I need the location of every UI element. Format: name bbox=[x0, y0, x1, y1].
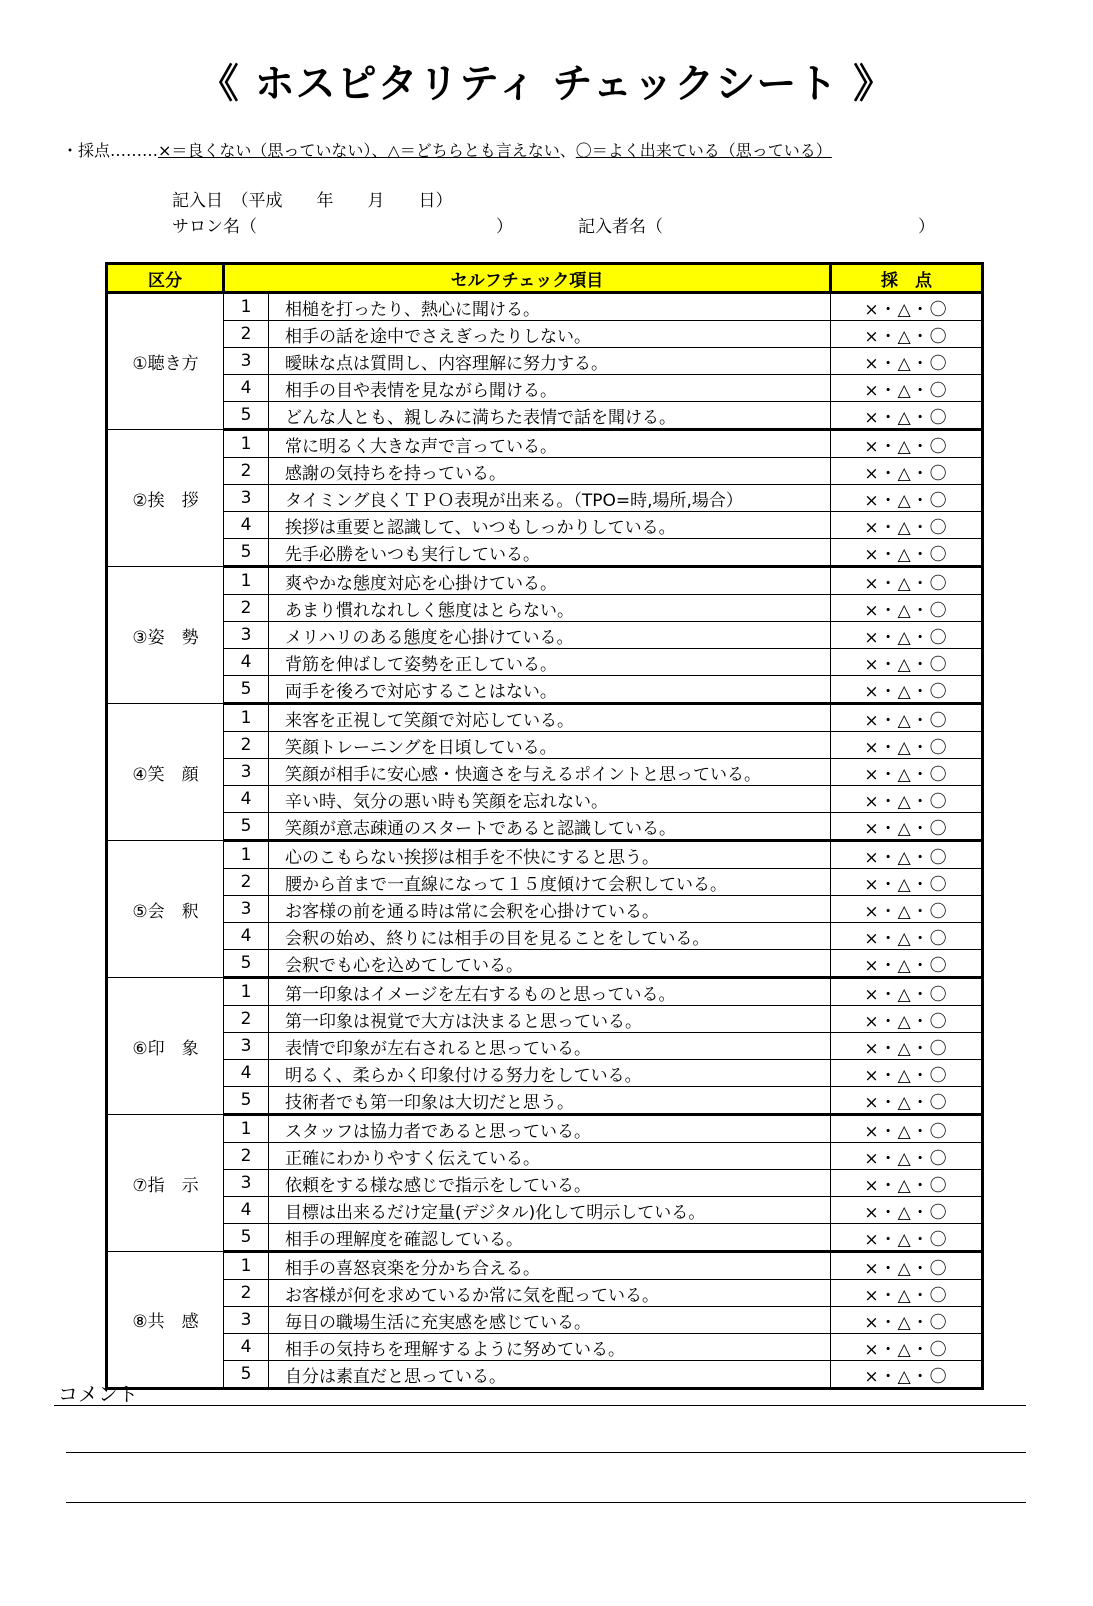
item-number: 2 bbox=[224, 869, 269, 896]
table-row bbox=[107, 1280, 983, 1307]
item-number: 2 bbox=[224, 458, 269, 485]
check-table bbox=[105, 262, 984, 1390]
item-number: 5 bbox=[224, 1361, 269, 1389]
item-number: 5 bbox=[224, 402, 269, 430]
check-item: 相手の気持ちを理解するように努めている。 bbox=[269, 1334, 831, 1361]
check-item: お客様の前を通る時は常に会釈を心掛けている。 bbox=[269, 896, 831, 923]
score-options[interactable]: ×・△・〇 bbox=[831, 1033, 983, 1060]
table-row bbox=[107, 759, 983, 786]
check-item: 依頼をする様な感じで指示をしている。 bbox=[269, 1170, 831, 1197]
item-number: 4 bbox=[224, 1060, 269, 1087]
check-item: 腰から首まで一直線になって１５度傾けて会釈している。 bbox=[269, 869, 831, 896]
item-number: 1 bbox=[224, 1115, 269, 1143]
item-number: 1 bbox=[224, 704, 269, 732]
table-row bbox=[107, 841, 983, 869]
check-item: 相手の理解度を確認している。 bbox=[269, 1224, 831, 1252]
table-row bbox=[107, 649, 983, 676]
scoring-prefix: ・採点……… bbox=[62, 141, 159, 160]
score-options[interactable]: ×・△・〇 bbox=[831, 321, 983, 348]
item-number: 1 bbox=[224, 430, 269, 458]
score-options[interactable]: ×・△・〇 bbox=[831, 595, 983, 622]
score-options[interactable]: ×・△・〇 bbox=[831, 704, 983, 732]
table-row bbox=[107, 622, 983, 649]
header-score: 採 点 bbox=[831, 264, 983, 293]
item-number: 3 bbox=[224, 485, 269, 512]
comment-line bbox=[66, 1452, 1026, 1453]
table-row bbox=[107, 704, 983, 732]
table-row bbox=[107, 978, 983, 1006]
table-row bbox=[107, 485, 983, 512]
table-row bbox=[107, 813, 983, 841]
table-row bbox=[107, 595, 983, 622]
item-number: 2 bbox=[224, 321, 269, 348]
header-category: 区分 bbox=[107, 264, 224, 293]
score-options[interactable]: ×・△・〇 bbox=[831, 841, 983, 869]
item-number: 1 bbox=[224, 978, 269, 1006]
score-options[interactable]: ×・△・〇 bbox=[831, 759, 983, 786]
check-item: 笑顔トレーニングを日頃している。 bbox=[269, 732, 831, 759]
category-label: ①聴き方 bbox=[107, 293, 224, 430]
score-options[interactable]: ×・△・〇 bbox=[831, 649, 983, 676]
category-label: ⑦指 示 bbox=[107, 1115, 224, 1252]
check-item: 会釈でも心を込めてしている。 bbox=[269, 950, 831, 978]
scoring-x: ×＝良くない（思っていない） bbox=[158, 141, 372, 160]
table-row bbox=[107, 293, 983, 321]
check-item: 曖昧な点は質問し、内容理解に努力する。 bbox=[269, 348, 831, 375]
check-item: 笑顔が意志疎通のスタートであると認識している。 bbox=[269, 813, 831, 841]
writer-label: 記入者名（ bbox=[578, 217, 663, 237]
score-options[interactable]: ×・△・〇 bbox=[831, 430, 983, 458]
item-number: 5 bbox=[224, 539, 269, 567]
item-number: 1 bbox=[224, 1252, 269, 1280]
item-number: 3 bbox=[224, 622, 269, 649]
check-item: 先手必勝をいつも実行している。 bbox=[269, 539, 831, 567]
date-label: 記入日 （平成 年 月 日） bbox=[172, 191, 453, 211]
item-number: 4 bbox=[224, 1197, 269, 1224]
check-item: あまり慣れなれしく態度はとらない。 bbox=[269, 595, 831, 622]
score-options[interactable]: ×・△・〇 bbox=[831, 1060, 983, 1087]
item-number: 1 bbox=[224, 293, 269, 321]
check-item: 表情で印象が左右されると思っている。 bbox=[269, 1033, 831, 1060]
check-item: 挨拶は重要と認識して、いつもしっかりしている。 bbox=[269, 512, 831, 539]
table-row bbox=[107, 539, 983, 567]
score-options[interactable]: ×・△・〇 bbox=[831, 1197, 983, 1224]
category-label: ⑥印 象 bbox=[107, 978, 224, 1115]
score-options[interactable]: ×・△・〇 bbox=[831, 950, 983, 978]
check-item: 正確にわかりやすく伝えている。 bbox=[269, 1143, 831, 1170]
score-options[interactable]: ×・△・〇 bbox=[831, 1143, 983, 1170]
comment-line bbox=[66, 1502, 1026, 1503]
table-row bbox=[107, 1170, 983, 1197]
table-row bbox=[107, 923, 983, 950]
item-number: 4 bbox=[224, 1334, 269, 1361]
item-number: 1 bbox=[224, 567, 269, 595]
table-header-row bbox=[107, 264, 983, 293]
page-title: 《 ホスピタリティ チェックシート 》 bbox=[198, 61, 895, 107]
check-item: 両手を後ろで対応することはない。 bbox=[269, 676, 831, 704]
category-label: ⑤会 釈 bbox=[107, 841, 224, 978]
score-options[interactable]: ×・△・〇 bbox=[831, 1170, 983, 1197]
check-item: 感謝の気持ちを持っている。 bbox=[269, 458, 831, 485]
table-row bbox=[107, 1307, 983, 1334]
score-options[interactable]: ×・△・〇 bbox=[831, 622, 983, 649]
table-row bbox=[107, 512, 983, 539]
salon-close: ） bbox=[496, 217, 513, 237]
check-item: 笑顔が相手に安心感・快適さを与えるポイントと思っている。 bbox=[269, 759, 831, 786]
score-options[interactable]: ×・△・〇 bbox=[831, 1224, 983, 1252]
table-row bbox=[107, 1252, 983, 1280]
item-number: 4 bbox=[224, 512, 269, 539]
score-options[interactable]: ×・△・〇 bbox=[831, 1280, 983, 1307]
scoring-sep2: 、 bbox=[559, 141, 576, 160]
scoring-sep1: 、 bbox=[371, 141, 388, 160]
item-number: 3 bbox=[224, 759, 269, 786]
check-item: 常に明るく大きな声で言っている。 bbox=[269, 430, 831, 458]
score-options[interactable]: ×・△・〇 bbox=[831, 1115, 983, 1143]
item-number: 2 bbox=[224, 1006, 269, 1033]
table-row bbox=[107, 1033, 983, 1060]
category-label: ④笑 顔 bbox=[107, 704, 224, 841]
check-item: 第一印象はイメージを左右するものと思っている。 bbox=[269, 978, 831, 1006]
score-options[interactable]: ×・△・〇 bbox=[831, 567, 983, 595]
item-number: 1 bbox=[224, 841, 269, 869]
check-item: 相手の目や表情を見ながら聞ける。 bbox=[269, 375, 831, 402]
table-row bbox=[107, 375, 983, 402]
category-label: ⑧共 感 bbox=[107, 1252, 224, 1389]
item-number: 2 bbox=[224, 732, 269, 759]
item-number: 4 bbox=[224, 375, 269, 402]
table-row bbox=[107, 732, 983, 759]
item-number: 5 bbox=[224, 1087, 269, 1115]
item-number: 3 bbox=[224, 896, 269, 923]
score-options[interactable]: ×・△・〇 bbox=[831, 1334, 983, 1361]
check-item: 背筋を伸ばして姿勢を正している。 bbox=[269, 649, 831, 676]
item-number: 3 bbox=[224, 1033, 269, 1060]
score-options[interactable]: ×・△・〇 bbox=[831, 978, 983, 1006]
score-options[interactable]: ×・△・〇 bbox=[831, 512, 983, 539]
score-options[interactable]: ×・△・〇 bbox=[831, 1006, 983, 1033]
score-options[interactable]: ×・△・〇 bbox=[831, 293, 983, 321]
item-number: 2 bbox=[224, 1143, 269, 1170]
check-item: 毎日の職場生活に充実感を感じている。 bbox=[269, 1307, 831, 1334]
item-number: 4 bbox=[224, 649, 269, 676]
score-options[interactable]: ×・△・〇 bbox=[831, 485, 983, 512]
check-item: メリハリのある態度を心掛けている。 bbox=[269, 622, 831, 649]
table-row bbox=[107, 1060, 983, 1087]
check-item: スタッフは協力者であると思っている。 bbox=[269, 1115, 831, 1143]
score-options[interactable]: ×・△・〇 bbox=[831, 1087, 983, 1115]
salon-label: サロン名（ bbox=[172, 217, 257, 237]
comment-label: コメント bbox=[58, 1382, 138, 1406]
score-options[interactable]: ×・△・〇 bbox=[831, 348, 983, 375]
item-number: 4 bbox=[224, 786, 269, 813]
scoring-triangle: △＝どちらとも言えない bbox=[387, 141, 560, 160]
score-options[interactable]: ×・△・〇 bbox=[831, 539, 983, 567]
table-row bbox=[107, 950, 983, 978]
category-label: ③姿 勢 bbox=[107, 567, 224, 704]
check-item: 目標は出来るだけ定量(デジタル)化して明示している。 bbox=[269, 1197, 831, 1224]
table-row bbox=[107, 1115, 983, 1143]
table-row bbox=[107, 567, 983, 595]
table-row bbox=[107, 1143, 983, 1170]
check-item: 会釈の始め、終りには相手の目を見ることをしている。 bbox=[269, 923, 831, 950]
item-number: 5 bbox=[224, 950, 269, 978]
score-options[interactable]: ×・△・〇 bbox=[831, 676, 983, 704]
table-row bbox=[107, 786, 983, 813]
item-number: 3 bbox=[224, 1170, 269, 1197]
check-item: 辛い時、気分の悪い時も笑顔を忘れない。 bbox=[269, 786, 831, 813]
check-item: 自分は素直だと思っている。 bbox=[269, 1361, 831, 1389]
check-item: 技術者でも第一印象は大切だと思う。 bbox=[269, 1087, 831, 1115]
header-items: セルフチェック項目 bbox=[224, 264, 831, 293]
score-options[interactable]: ×・△・〇 bbox=[831, 458, 983, 485]
writer-close: ） bbox=[918, 217, 935, 237]
check-item: タイミング良くＴＰＯ表現が出来る。（TPO=時,場所,場合） bbox=[269, 485, 831, 512]
item-number: 3 bbox=[224, 1307, 269, 1334]
score-options[interactable]: ×・△・〇 bbox=[831, 1361, 983, 1389]
scoring-circle: 〇＝よく出来ている（思っている） bbox=[575, 141, 832, 160]
table-row bbox=[107, 1361, 983, 1389]
item-number: 3 bbox=[224, 348, 269, 375]
item-number: 4 bbox=[224, 923, 269, 950]
table-row bbox=[107, 430, 983, 458]
score-options[interactable]: ×・△・〇 bbox=[831, 923, 983, 950]
table-row bbox=[107, 676, 983, 704]
check-item: 明るく、柔らかく印象付ける努力をしている。 bbox=[269, 1060, 831, 1087]
table-row bbox=[107, 348, 983, 375]
check-item: 相手の話を途中でさえぎったりしない。 bbox=[269, 321, 831, 348]
check-item: 心のこもらない挨拶は相手を不快にすると思う。 bbox=[269, 841, 831, 869]
check-item: どんな人とも、親しみに満ちた表情で話を聞ける。 bbox=[269, 402, 831, 430]
score-options[interactable]: ×・△・〇 bbox=[831, 786, 983, 813]
score-options[interactable]: ×・△・〇 bbox=[831, 1252, 983, 1280]
item-number: 5 bbox=[224, 1224, 269, 1252]
scoring-legend bbox=[62, 138, 832, 161]
item-number: 2 bbox=[224, 595, 269, 622]
check-item: 爽やかな態度対応を心掛けている。 bbox=[269, 567, 831, 595]
category-label: ②挨 拶 bbox=[107, 430, 224, 567]
table-row bbox=[107, 869, 983, 896]
table-row bbox=[107, 896, 983, 923]
table-row bbox=[107, 402, 983, 430]
item-number: 5 bbox=[224, 813, 269, 841]
item-number: 5 bbox=[224, 676, 269, 704]
table-row bbox=[107, 321, 983, 348]
check-item: お客様が何を求めているか常に気を配っている。 bbox=[269, 1280, 831, 1307]
score-options[interactable]: ×・△・〇 bbox=[831, 402, 983, 430]
score-options[interactable]: ×・△・〇 bbox=[831, 1307, 983, 1334]
table-row bbox=[107, 1087, 983, 1115]
check-item: 第一印象は視覚で大方は決まると思っている。 bbox=[269, 1006, 831, 1033]
score-options[interactable]: ×・△・〇 bbox=[831, 813, 983, 841]
item-number: 2 bbox=[224, 1280, 269, 1307]
score-options[interactable]: ×・△・〇 bbox=[831, 375, 983, 402]
check-item: 来客を正視して笑顔で対応している。 bbox=[269, 704, 831, 732]
table-row bbox=[107, 1224, 983, 1252]
score-options[interactable]: ×・△・〇 bbox=[831, 732, 983, 759]
table-row bbox=[107, 1197, 983, 1224]
table-row bbox=[107, 458, 983, 485]
table-row bbox=[107, 1006, 983, 1033]
comment-line bbox=[54, 1405, 1026, 1406]
table-row bbox=[107, 1334, 983, 1361]
score-options[interactable]: ×・△・〇 bbox=[831, 869, 983, 896]
check-item: 相槌を打ったり、熱心に聞ける。 bbox=[269, 293, 831, 321]
check-item: 相手の喜怒哀楽を分かち合える。 bbox=[269, 1252, 831, 1280]
score-options[interactable]: ×・△・〇 bbox=[831, 896, 983, 923]
